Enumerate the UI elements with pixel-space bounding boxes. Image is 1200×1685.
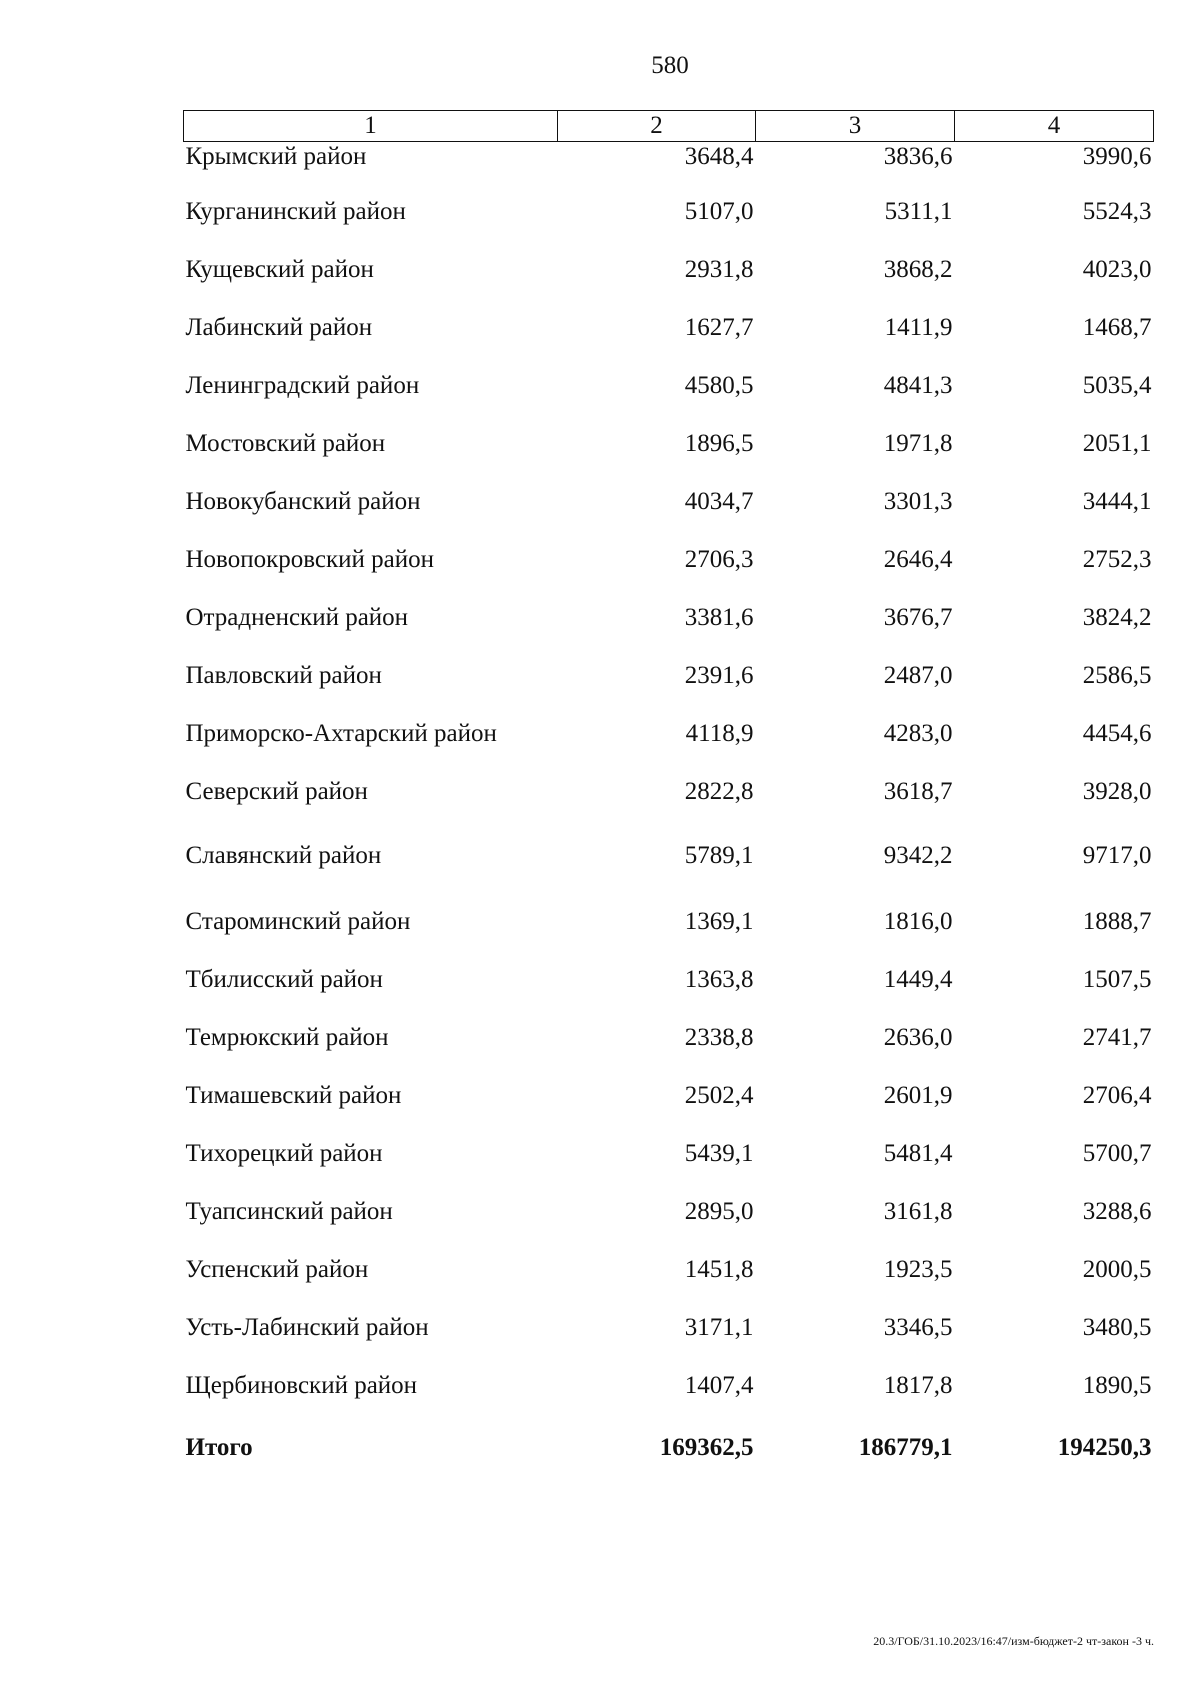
value-col-4: 3444,1 [1082,488,1152,515]
value-col-3: 1411,9 [884,314,953,341]
value-col-3: 3618,7 [883,778,953,805]
value-col-2: 1369,1 [684,908,754,935]
column-header-2: 2 [558,111,756,142]
value-col-2: 1451,8 [684,1256,754,1283]
district-name: Северский район [185,778,368,805]
value-col-3: 2636,0 [883,1024,953,1051]
value-col-4: 5700,7 [1082,1140,1152,1167]
value-col-4: 3824,2 [1082,604,1152,631]
table-header-row [184,111,1154,142]
district-name: Отрадненский район [185,604,409,631]
page-number: 580 [651,52,689,79]
total-value-3: 186779,1 [858,1434,953,1461]
budget-table [183,110,1154,1494]
table-row [184,487,1154,545]
column-header-4: 4 [955,111,1154,142]
value-col-2: 2895,0 [684,1198,754,1225]
table-row [184,603,1154,661]
table-row [184,1197,1154,1255]
table-row [184,965,1154,1023]
value-col-2: 3381,6 [684,604,754,631]
value-col-2: 1363,8 [684,966,754,993]
value-col-3: 4841,3 [883,372,953,399]
value-col-4: 2706,4 [1082,1082,1152,1109]
footer-document-code: 20.3/ГОБ/31.10.2023/16:47/изм-бюджет-2 чт-закон -3 ч. [873,1634,1154,1648]
district-name: Кущевский район [185,256,374,283]
district-name: Приморско-Ахтарский район [185,720,497,747]
value-col-4: 5524,3 [1082,198,1152,225]
column-header-1: 1 [184,111,558,142]
value-col-2: 3171,1 [684,1314,754,1341]
value-col-4: 3288,6 [1082,1198,1152,1225]
value-col-3: 4283,0 [883,720,953,747]
value-col-3: 5481,4 [883,1140,953,1167]
table-row [184,661,1154,719]
value-col-2: 2931,8 [684,256,754,283]
table-row [184,1371,1154,1429]
value-col-2: 5789,1 [684,842,754,869]
district-name: Крымский район [185,143,367,170]
value-col-2: 1896,5 [684,430,754,457]
value-col-3: 1971,8 [883,430,953,457]
table-row [184,545,1154,603]
value-col-3: 1449,4 [883,966,953,993]
value-col-2: 2502,4 [684,1082,754,1109]
value-col-4: 1507,5 [1082,966,1152,993]
value-col-4: 2586,5 [1082,662,1152,689]
value-col-4: 4454,6 [1082,720,1152,747]
value-col-4: 5035,4 [1082,372,1152,399]
value-col-3: 3161,8 [883,1198,953,1225]
value-col-3: 3868,2 [883,256,953,283]
value-col-4: 2752,3 [1082,546,1152,573]
district-name: Тихорецкий район [185,1140,383,1167]
value-col-2: 1407,4 [684,1372,754,1399]
value-col-2: 2822,8 [684,778,754,805]
value-col-2: 1627,7 [684,314,754,341]
value-col-3: 2646,4 [883,546,953,573]
district-name: Щербиновский район [185,1372,418,1399]
value-col-3: 3346,5 [883,1314,953,1341]
district-name: Усть-Лабинский район [185,1314,429,1341]
district-name: Мостовский район [185,430,386,457]
value-col-3: 2487,0 [883,662,953,689]
value-col-4: 9717,0 [1082,842,1152,869]
value-col-3: 3301,3 [883,488,953,515]
value-col-4: 3990,6 [1082,143,1152,170]
district-name: Туапсинский район [185,1198,393,1225]
value-col-3: 5311,1 [884,198,953,225]
value-col-2: 4118,9 [685,720,754,747]
table-row [184,1255,1154,1313]
value-col-2: 5107,0 [684,198,754,225]
column-header-3: 3 [756,111,955,142]
value-col-3: 1816,0 [883,908,953,935]
district-name: Новокубанский район [185,488,421,515]
table-row [184,371,1154,429]
value-col-3: 3836,6 [883,143,953,170]
table-row [184,429,1154,487]
table-row [184,1023,1154,1081]
value-col-2: 4580,5 [684,372,754,399]
district-name: Тбилисский район [185,966,383,993]
table-row [184,1081,1154,1139]
total-label: Итого [185,1434,253,1461]
value-col-3: 1817,8 [883,1372,953,1399]
table-row [184,1313,1154,1371]
value-col-4: 2000,5 [1082,1256,1152,1283]
district-name: Новопокровский район [185,546,434,573]
value-col-3: 3676,7 [883,604,953,631]
value-col-4: 3480,5 [1082,1314,1152,1341]
value-col-3: 2601,9 [883,1082,953,1109]
district-name: Славянский район [185,842,382,869]
table-row [184,777,1154,835]
value-col-4: 3928,0 [1082,778,1152,805]
total-value-2: 169362,5 [659,1434,754,1461]
value-col-4: 1468,7 [1082,314,1152,341]
value-col-3: 1923,5 [883,1256,953,1283]
table-row [184,197,1154,255]
table-row [184,313,1154,371]
value-col-4: 1890,5 [1082,1372,1152,1399]
value-col-2: 4034,7 [684,488,754,515]
value-col-2: 3648,4 [684,143,754,170]
table-row [184,255,1154,313]
table-body [184,142,1154,1430]
value-col-4: 1888,7 [1082,908,1152,935]
district-name: Павловский район [185,662,382,689]
value-col-2: 2338,8 [684,1024,754,1051]
district-name: Тимашевский район [185,1082,402,1109]
value-col-2: 2706,3 [684,546,754,573]
value-col-3: 9342,2 [883,842,953,869]
district-name: Староминский район [185,908,411,935]
table-row [184,719,1154,777]
value-col-2: 2391,6 [684,662,754,689]
value-col-4: 2051,1 [1082,430,1152,457]
table-row [184,835,1154,907]
district-name: Ленинградский район [185,372,420,399]
table-row [184,907,1154,965]
total-value-4: 194250,3 [1057,1434,1152,1461]
table-row [184,142,1154,198]
value-col-2: 5439,1 [684,1140,754,1167]
district-name: Курганинский район [185,198,406,225]
district-name: Лабинский район [185,314,373,341]
value-col-4: 4023,0 [1082,256,1152,283]
value-col-4: 2741,7 [1082,1024,1152,1051]
total-row [184,1429,1154,1494]
district-name: Темрюкский район [185,1024,389,1051]
table-row [184,1139,1154,1197]
district-name: Успенский район [185,1256,369,1283]
